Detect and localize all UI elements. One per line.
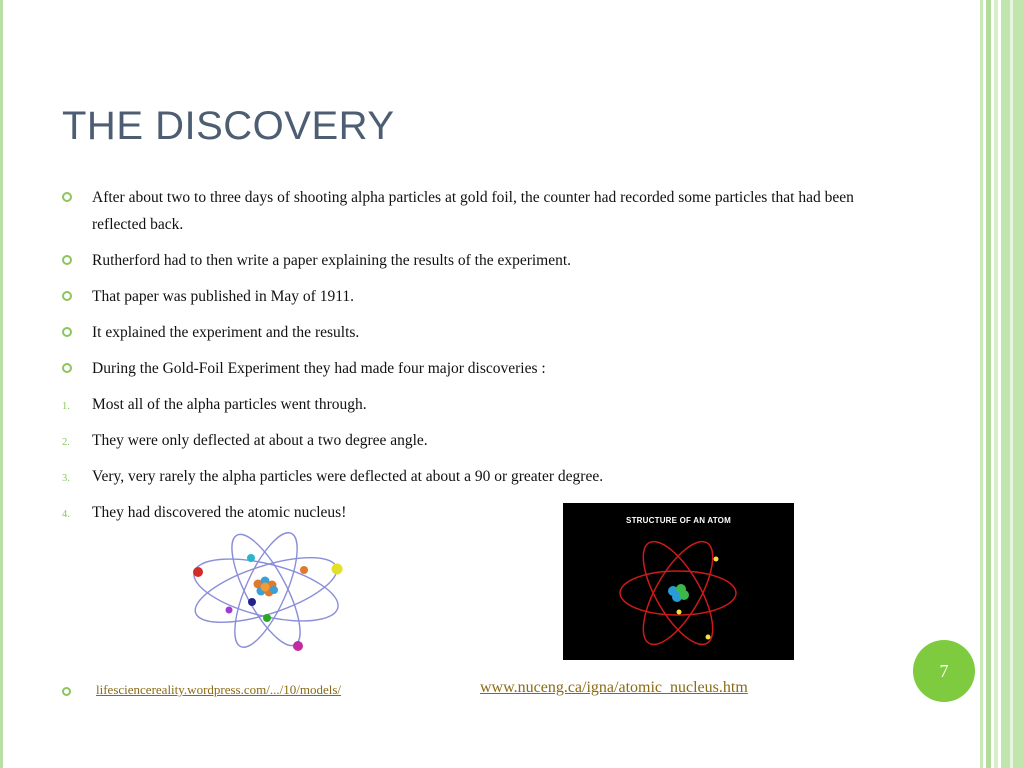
bullet-ring-icon [62,687,71,696]
atom-structure-image [563,503,794,660]
numbered-text: Very, very rarely the alpha particles were deflected at about a 90 or greater degree. [92,468,604,485]
bullet-item [62,283,892,310]
numbered-text: They were only deflected at about a two degree angle. [92,432,428,449]
numbered-text: They had discovered the atomic nucleus! [92,504,347,521]
bullet-text: During the Gold-Foil Experiment they had made four major discoveries : [92,360,546,377]
item-number: 4. [62,509,70,520]
bullet-text: After about two to three days of shooting alpha particles at gold foil, the counter had recorded some particles that had been reflected back. [92,189,854,233]
numbered-text: Most all of the alpha particles went through. [92,396,367,413]
item-number: 2. [62,437,70,448]
bullet-item [62,247,892,274]
page-number-badge [913,640,975,702]
bullet-item [62,355,892,382]
image-caption: STRUCTURE OF AN ATOM [626,516,731,525]
bullet-ring-icon [62,363,72,373]
bullet-text: It explained the experiment and the results. [92,324,360,341]
right-decor-band [994,0,998,768]
bullet-ring-icon [62,255,72,265]
source-link-nuceng[interactable]: www.nuceng.ca/igna/atomic_nucleus.htm [480,679,748,696]
bullet-text: Rutherford had to then write a paper explaining the results of the experiment. [92,252,572,269]
bullet-list [62,184,892,535]
bullet-text: That paper was published in May of 1911. [92,288,355,305]
item-number: 3. [62,473,70,484]
source-link-lifesciencereality[interactable]: lifesciencereality.wordpress.com/.../10/models/ [96,682,342,697]
right-decor-band [1010,0,1013,768]
bullet-item [62,319,892,346]
page-number: 7 [939,660,949,681]
atom-illustration-icon [188,532,348,654]
numbered-item [62,463,892,490]
item-number: 1. [62,401,70,412]
bullet-ring-icon [62,327,72,337]
numbered-item [62,427,892,454]
right-decor-band [980,0,983,768]
atom-orbits-svg [188,532,348,654]
bullet-ring-icon [62,192,72,202]
numbered-item [62,391,892,418]
right-decor-band [986,0,991,768]
bullet-item [62,184,892,238]
bullet-ring-icon [62,291,72,301]
left-border-line [0,0,3,768]
atom-structure-svg [563,503,794,660]
slide-title: THE DISCOVERY [62,104,395,148]
